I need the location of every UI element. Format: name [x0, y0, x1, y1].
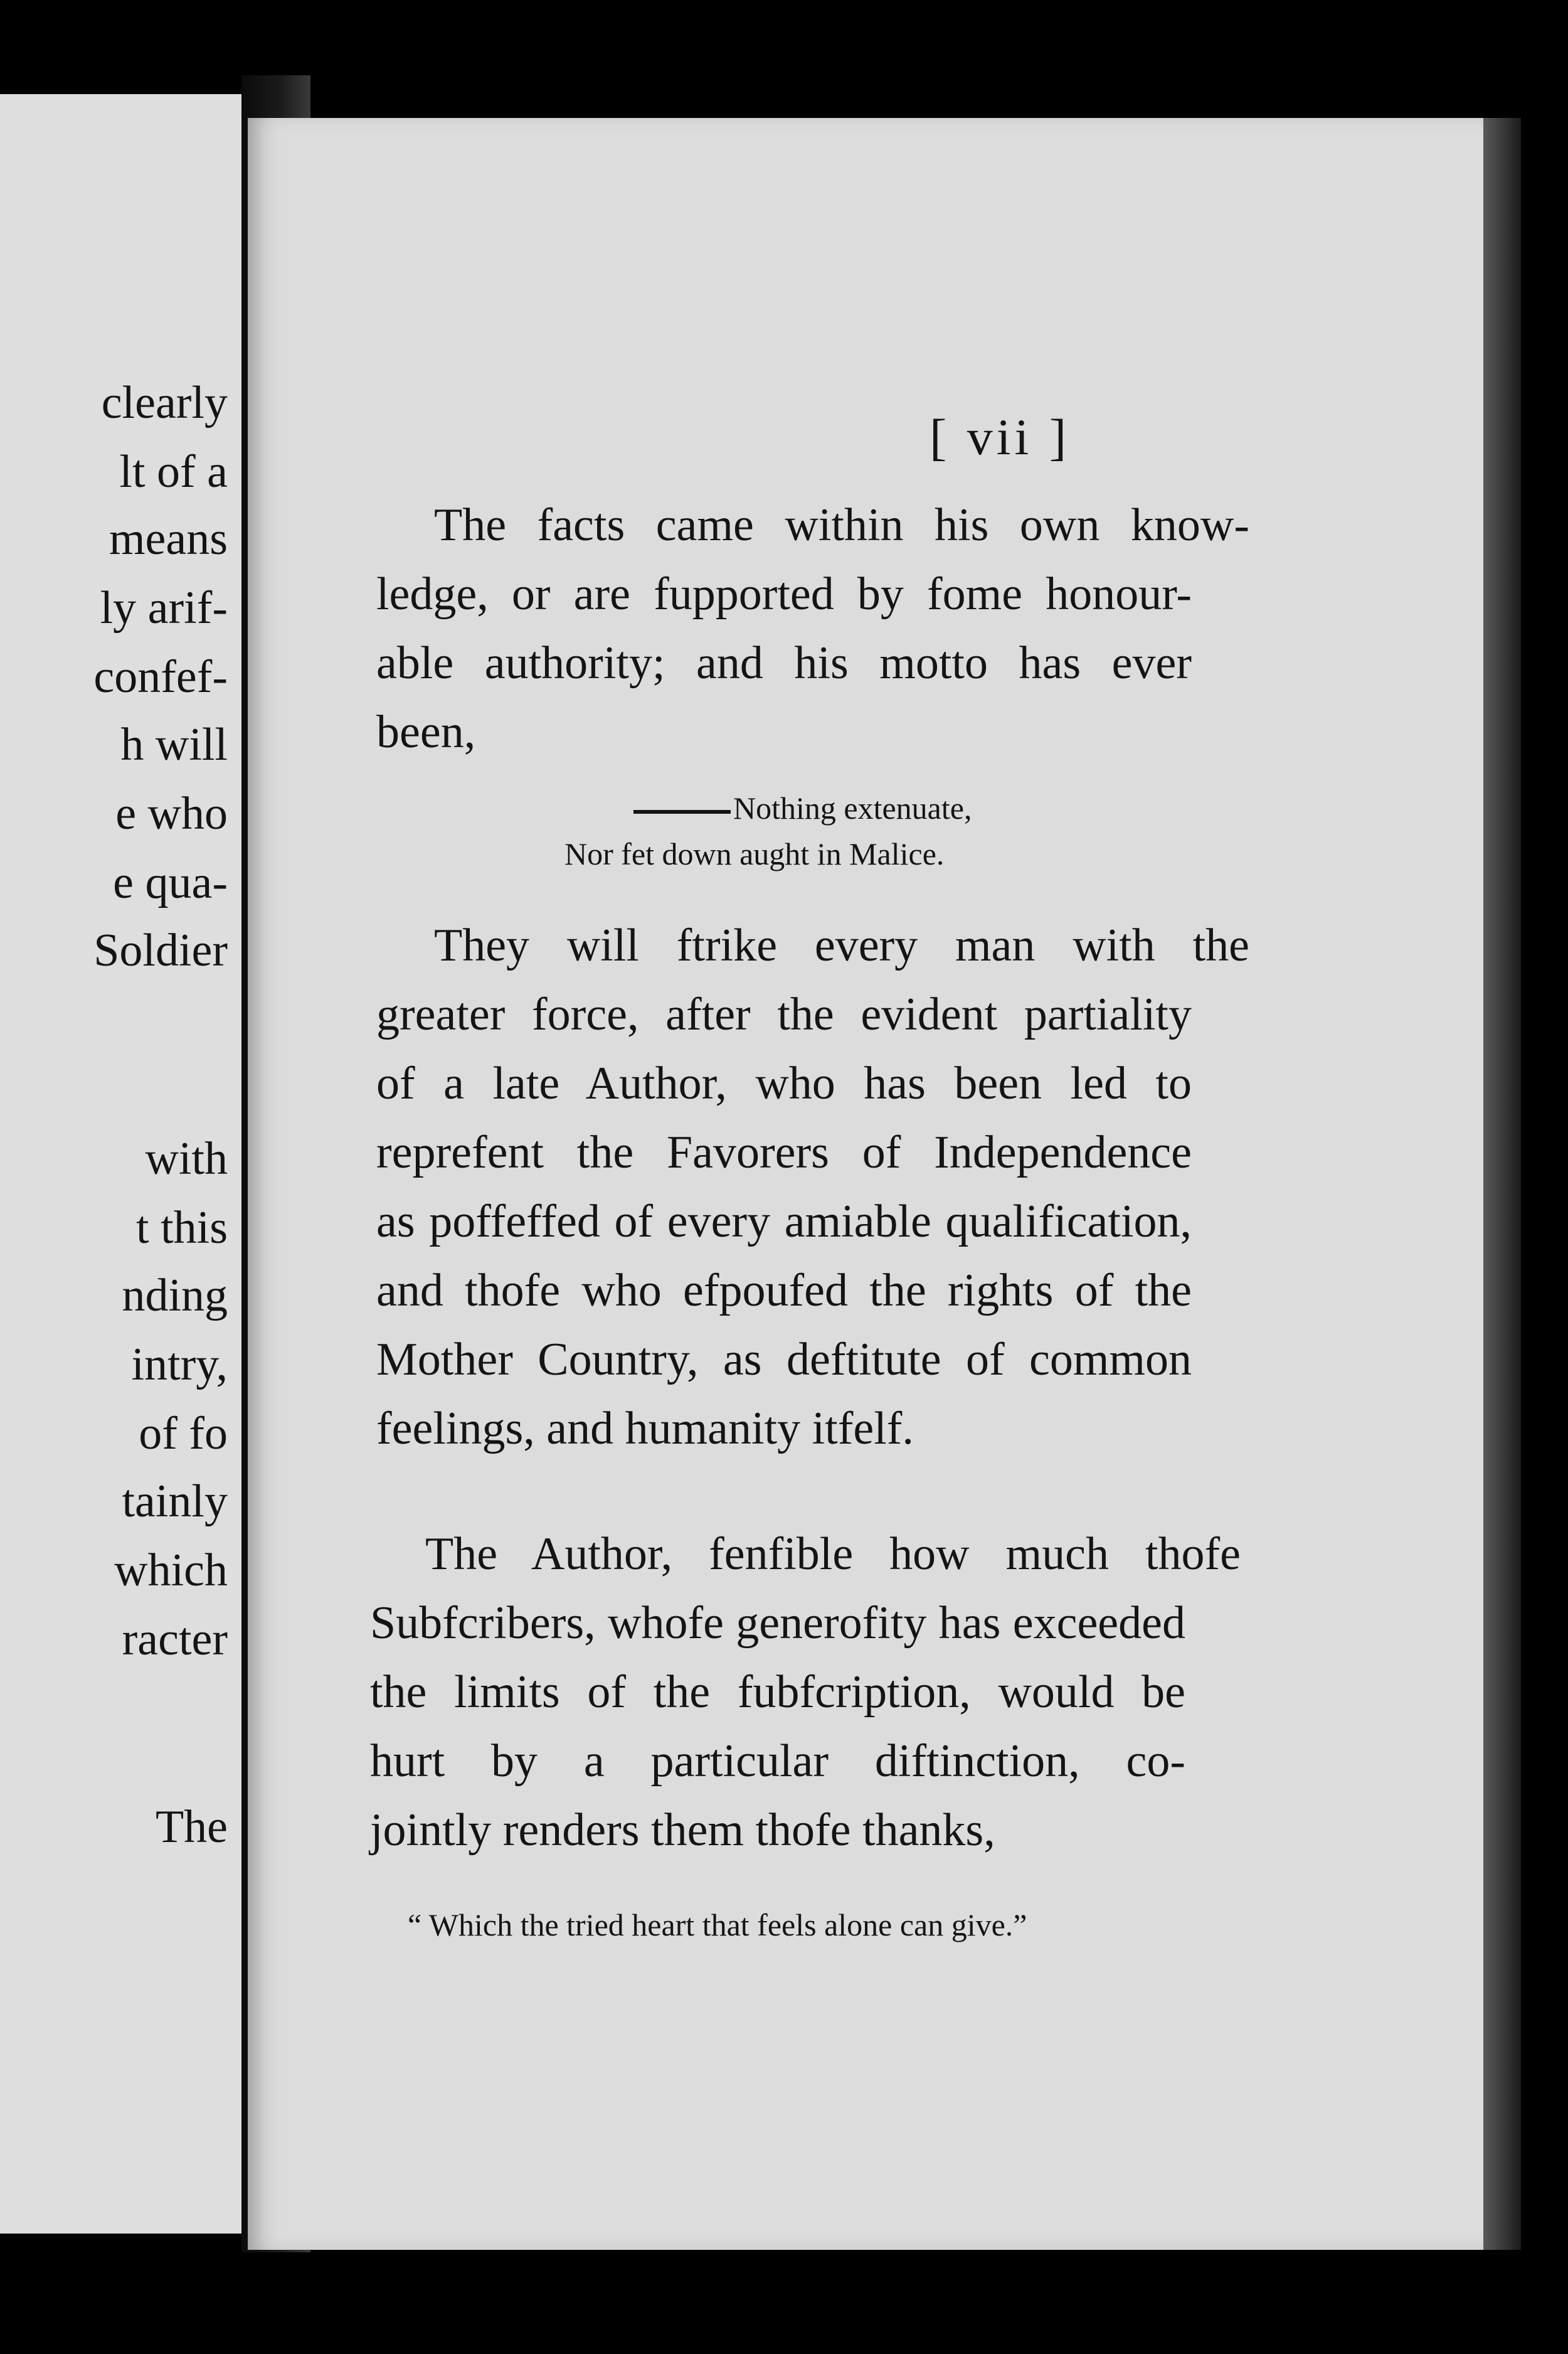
paragraph-line: greater force, after the evident partiality: [376, 989, 1192, 1040]
left-page-line: which: [114, 1545, 228, 1596]
scan-border: [0, 2252, 1568, 2354]
left-page-line: of fo: [139, 1408, 228, 1459]
paragraph-line: as poffeffed of every amiable qualification,: [376, 1196, 1192, 1247]
paragraph-line: jointly renders them thofe thanks,: [370, 1804, 995, 1856]
paragraph-line: and thofe who efpoufed the rights of the: [376, 1265, 1192, 1316]
left-page-line: t this: [136, 1202, 228, 1254]
page-edge: [1483, 118, 1521, 2250]
left-page-line: racter: [122, 1614, 228, 1665]
left-page-line: e who: [115, 788, 228, 839]
paragraph-line: The facts came within his own know-: [434, 499, 1249, 551]
left-page-line: ly arif-: [100, 582, 228, 634]
paragraph-line: The Author, fenfible how much thofe: [425, 1528, 1241, 1580]
left-page-line: e qua-: [113, 857, 228, 908]
left-page-line: clearly: [101, 377, 228, 429]
left-page-line: lt of a: [119, 446, 228, 498]
left-page-line: means: [109, 513, 228, 565]
paragraph-line: They will ftrike every man with the: [434, 920, 1249, 971]
page-number: [ vii ]: [930, 408, 1071, 466]
paragraph-line: able authority; and his motto has ever: [376, 637, 1192, 689]
paragraph-line: of a late Author, who has been led to: [376, 1058, 1192, 1109]
closing-quote: “ Which the tried heart that feels alone can give.”: [408, 1907, 1027, 1942]
left-page-line: The: [155, 1801, 228, 1853]
em-dash-rule: [633, 810, 731, 814]
paragraph-line: hurt by a particular diftinction, co-: [370, 1735, 1185, 1787]
motto-text: Nothing extenuate,: [733, 791, 972, 826]
paragraph-line: ledge, or are fupported by fome honour-: [376, 568, 1192, 620]
paragraph-line: the limits of the fubfcription, would be: [370, 1666, 1185, 1718]
left-page-line: with: [145, 1133, 228, 1185]
motto-line: Nor fet down aught in Malice.: [564, 836, 945, 871]
paragraph-line: been,: [376, 706, 476, 758]
paragraph-line: Subfcribers, whofe generofity has exceeded: [370, 1597, 1185, 1649]
left-page-line: tainly: [122, 1476, 228, 1527]
book-page: [248, 118, 1483, 2250]
paragraph-line: Mother Country, as deftitute of common: [376, 1334, 1192, 1385]
left-page-line: intry,: [131, 1339, 228, 1390]
paragraph-line: reprefent the Favorers of Independence: [376, 1127, 1192, 1178]
motto-line: [633, 792, 972, 824]
left-page-line: nding: [122, 1270, 228, 1321]
left-page-line: confef-: [93, 651, 228, 703]
previous-page-fragment: [0, 94, 245, 2234]
paragraph-line: feelings, and humanity itfelf.: [376, 1403, 914, 1454]
left-page-line: h will: [120, 719, 228, 770]
left-page-line: Soldier: [93, 925, 228, 976]
